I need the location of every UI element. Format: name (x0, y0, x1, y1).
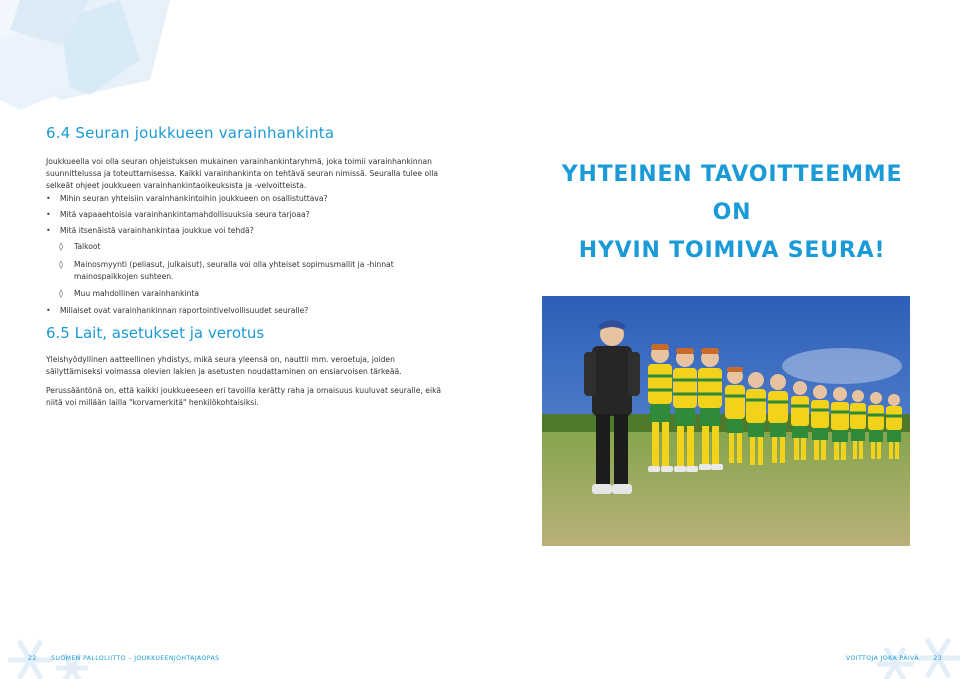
footer-right (846, 655, 942, 662)
section-heading-fundraising: 6.4 Seuran joukkueen varainhankinta (46, 124, 335, 142)
list-item: • Mitä vapaaehtoisia varainhankintamahdollisuuksia seura tarjoaa? (46, 209, 456, 221)
page-number: 23 (933, 655, 942, 662)
fundraising-question-list (46, 193, 456, 317)
list-sub-item: ◊ Talkoot (46, 241, 456, 253)
footer-left (28, 655, 219, 662)
list-sub-item: ◊ Muu mahdollinen varainhankinta (46, 288, 456, 300)
laws-paragraph-2: Perussääntönä on, että kaikki joukkueeseen eri tavoilla kerätty raha ja omaisuus kuuluvat seuralle, eikä niitä voi millään lailla "korvamerkitä" henkilökohtaisiksi. (46, 386, 441, 407)
list-item: • Mihin seuran yhteisiin varainhankintoihin joukkueen on osallistuttava? (46, 193, 456, 205)
list-item: • Mitä itsenäistä varainhankintaa joukkue voi tehdä? (46, 225, 456, 237)
right-page (480, 0, 960, 679)
section-intro-paragraph: Joukkueella voi olla seuran ohjeistuksen mukainen varainhankintaryhmä, joka toimii varainhankinnan suunnittelussa ja toteuttamisessa. Kaikki varainhankinta on tehtävä seuran nimissä. Seuralla tulee olla selkeät ohjeet joukkueen varainhankintaoikeuksista ja -velvoitteista. (46, 157, 439, 190)
headline-line-2: HYVIN TOIMIVA SEURA! (578, 238, 886, 263)
list-sub-item: ◊ Mainosmyynti (peliasut, julkaisut), seuralla voi olla yhteiset sopimusmallit ja -hinnat mainospaikkojen suhteen. (46, 259, 456, 283)
headline (542, 156, 922, 270)
page-number: 22 (28, 655, 37, 662)
section-heading-laws: 6.5 Lait, asetukset ja verotus (46, 324, 265, 342)
list-item: • Millaiset ovat varainhankinnan raportointivelvollisuudet seuralle? (46, 305, 456, 317)
team-photo (542, 296, 910, 546)
footer-slogan: VOITTOJA JOKA PÄIVÄ (845, 655, 919, 662)
laws-paragraph-1: Yleishyödyllinen aatteellinen yhdistys, mikä seura yleensä on, nauttii mm. veroetuja, joiden säilyttämiseksi voimassa olevien lakien ja asetusten noudattaminen on ensiarvoisen tärkeää. (46, 355, 402, 376)
headline-line-1: YHTEINEN TAVOITTEEMME ON (561, 162, 903, 225)
footer-publication-title: SUOMEN PALLOLIITTO – JOUKKUEENJOHTAJAOPAS (51, 655, 220, 662)
